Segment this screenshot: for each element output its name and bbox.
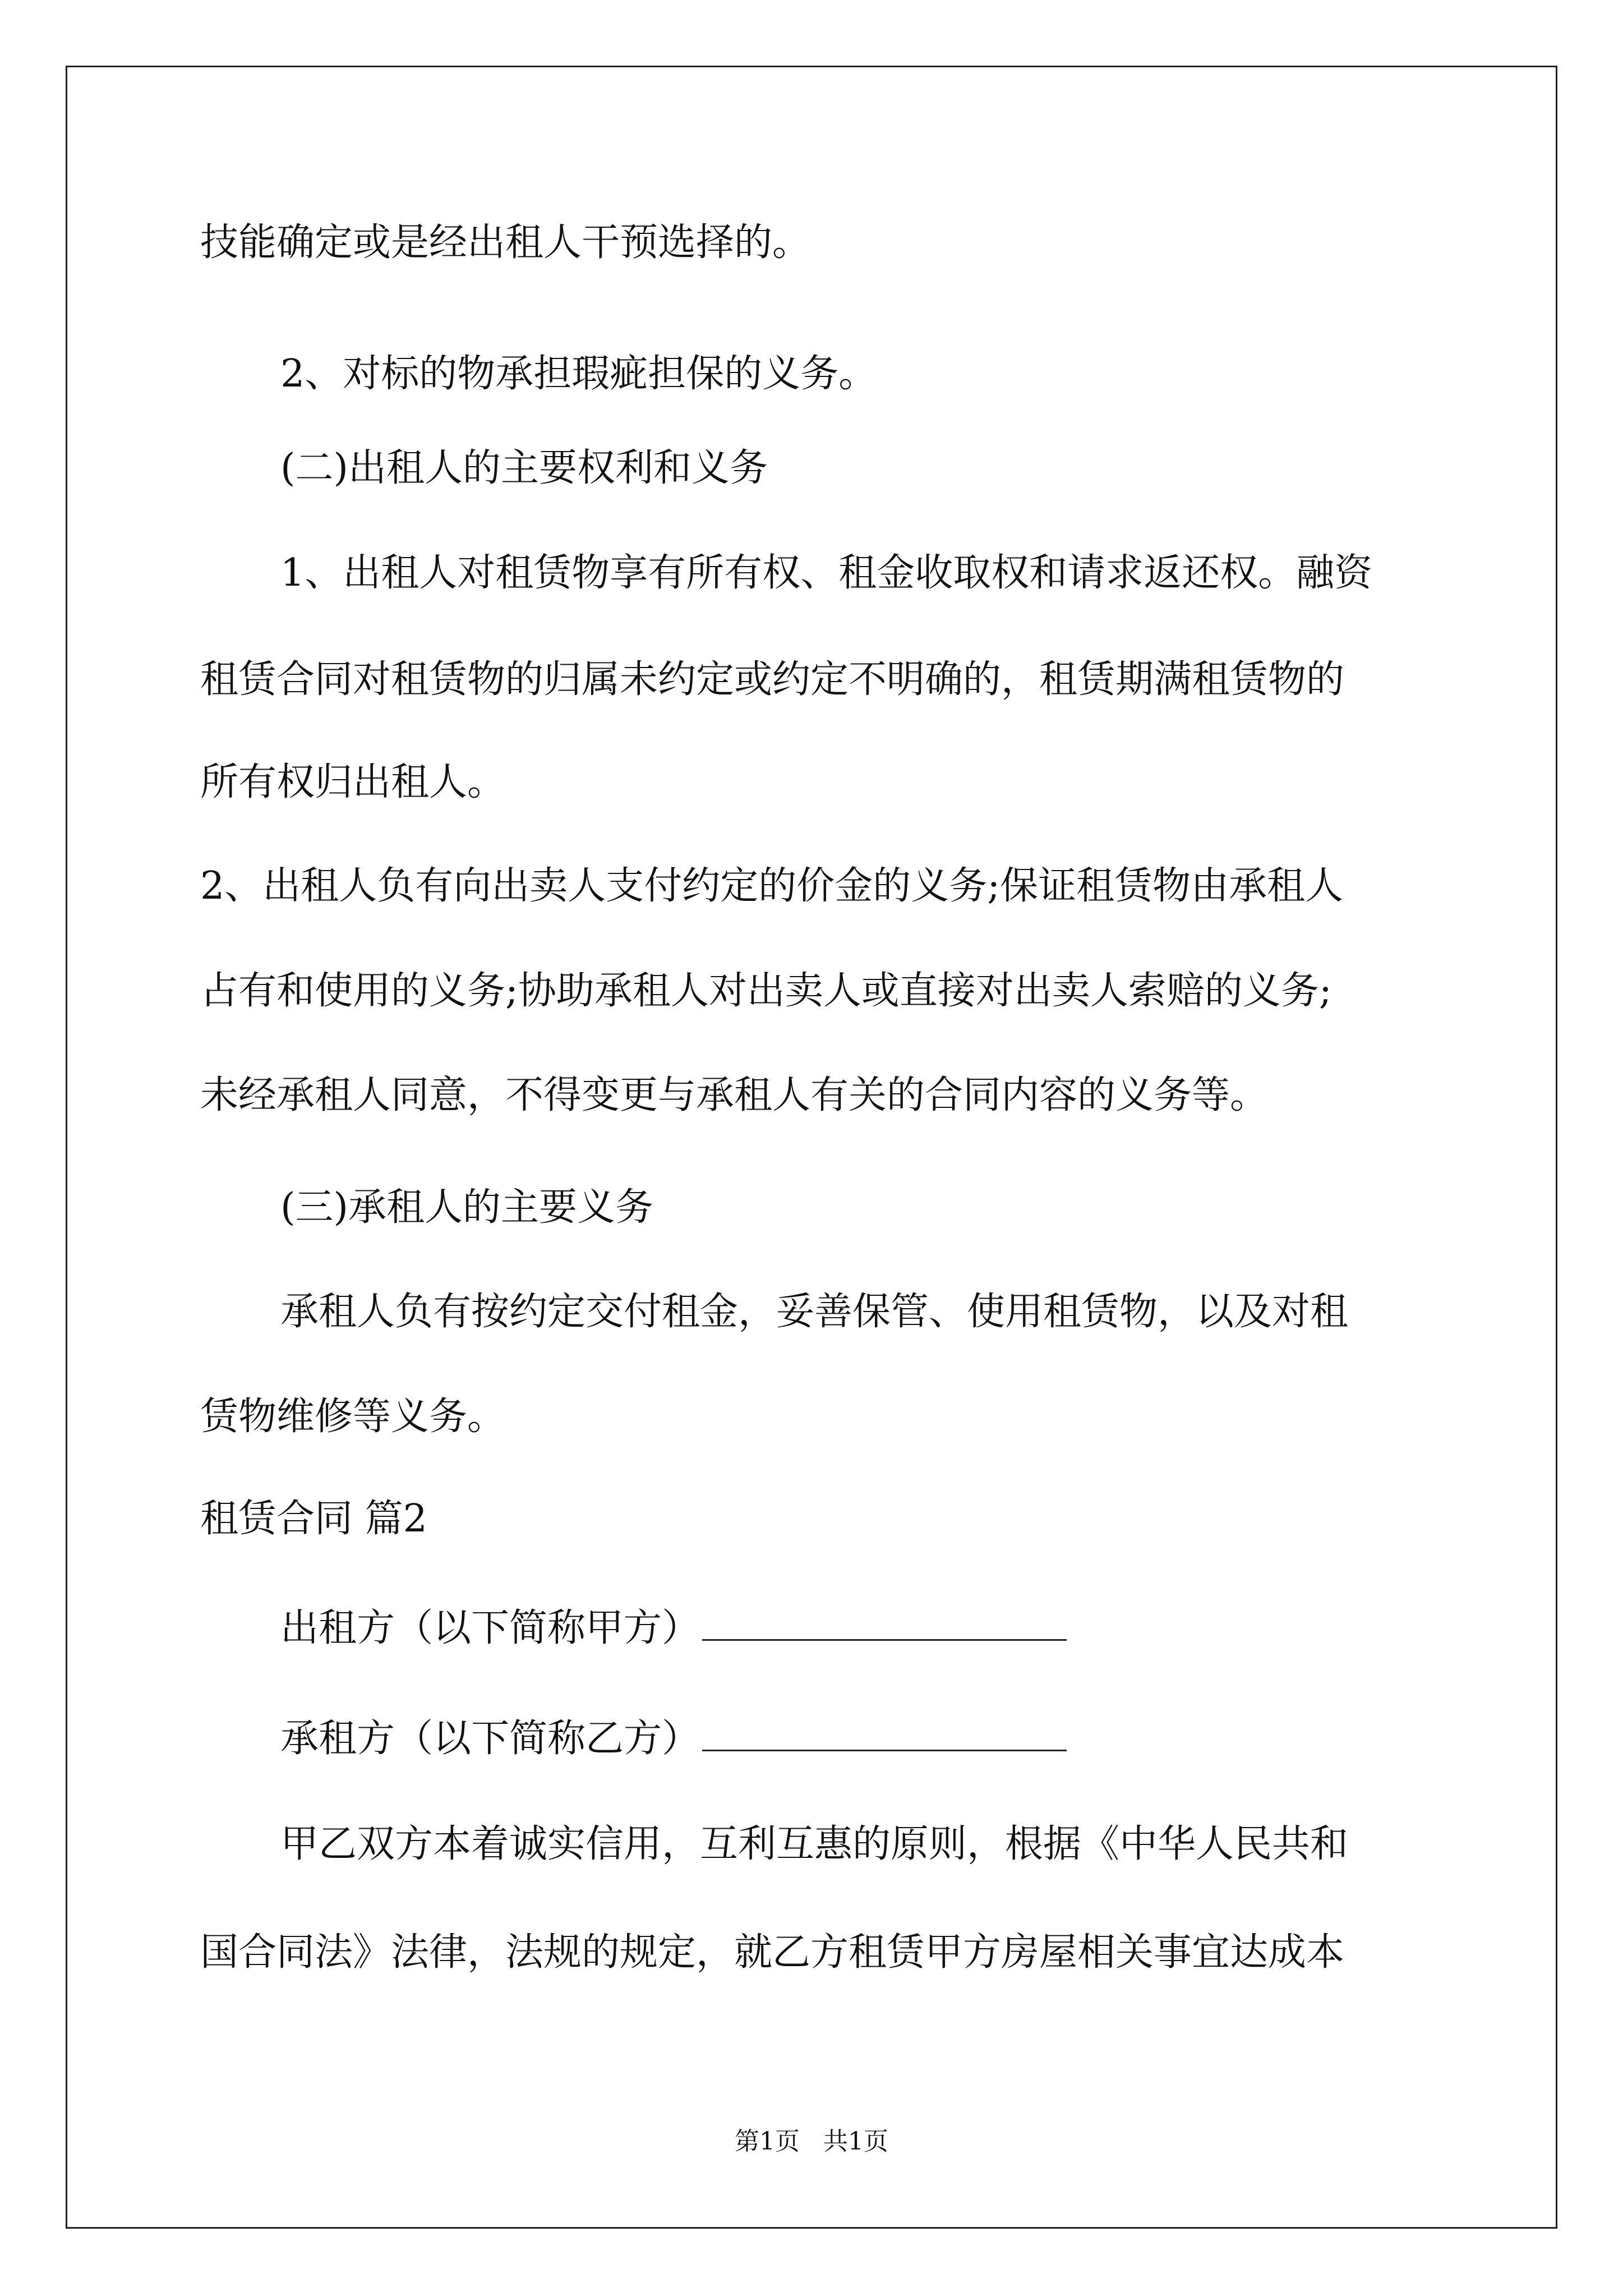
paragraph-line-17: 国合同法》法律，法规的规定，就乙方租赁甲方房屋相关事宜达成本 xyxy=(200,1930,1345,1975)
paragraph-line-12: 赁物维修等义务。 xyxy=(200,1395,506,1439)
paragraph-line-4: 1、出租人对租赁物享有所有权、租金收取权和请求返还权。融资 xyxy=(280,551,1373,595)
lessor-line xyxy=(280,1603,1067,1654)
paragraph-line-5: 租赁合同对租赁物的归属未约定或约定不明确的，租赁期满租赁物的 xyxy=(200,657,1345,702)
lessee-line xyxy=(280,1714,1067,1764)
paragraph-line-8: 占有和使用的义务;协助承租人对出卖人或直接对出卖人索赔的义务; xyxy=(200,969,1332,1013)
paragraph-line-9: 未经承租人同意，不得变更与承租人有关的合同内容的义务等。 xyxy=(200,1073,1269,1117)
paragraph-line-6: 所有权归出租人。 xyxy=(200,760,506,804)
paragraph-line-7: 2、出租人负有向出卖人支付约定的价金的义务;保证租赁物由承租人 xyxy=(200,864,1344,908)
paragraph-line-2: 2、对标的物承担瑕疵担保的义务。 xyxy=(280,352,877,396)
contract-title: 租赁合同 篇2 xyxy=(200,1497,427,1541)
section-heading-2: (二)出租人的主要权利和义务 xyxy=(280,446,768,490)
paragraph-line-1: 技能确定或是经出租人干预选择的。 xyxy=(200,220,811,265)
paragraph-line-16: 甲乙双方本着诚实信用，互利互惠的原则，根据《中华人民共和 xyxy=(280,1822,1349,1866)
lessor-blank xyxy=(702,1608,1067,1641)
paragraph-line-11: 承租人负有按约定交付租金，妥善保管、使用租赁物，以及对租 xyxy=(280,1290,1349,1334)
section-heading-3: (三)承租人的主要义务 xyxy=(280,1185,654,1230)
lessee-blank xyxy=(702,1718,1067,1751)
page-number: 第1页 共1页 xyxy=(735,2127,888,2156)
page-footer xyxy=(0,2125,1623,2159)
lessor-label: 出租方（以下简称甲方） xyxy=(280,1606,700,1650)
lessee-label: 承租方（以下简称乙方） xyxy=(280,1717,700,1761)
